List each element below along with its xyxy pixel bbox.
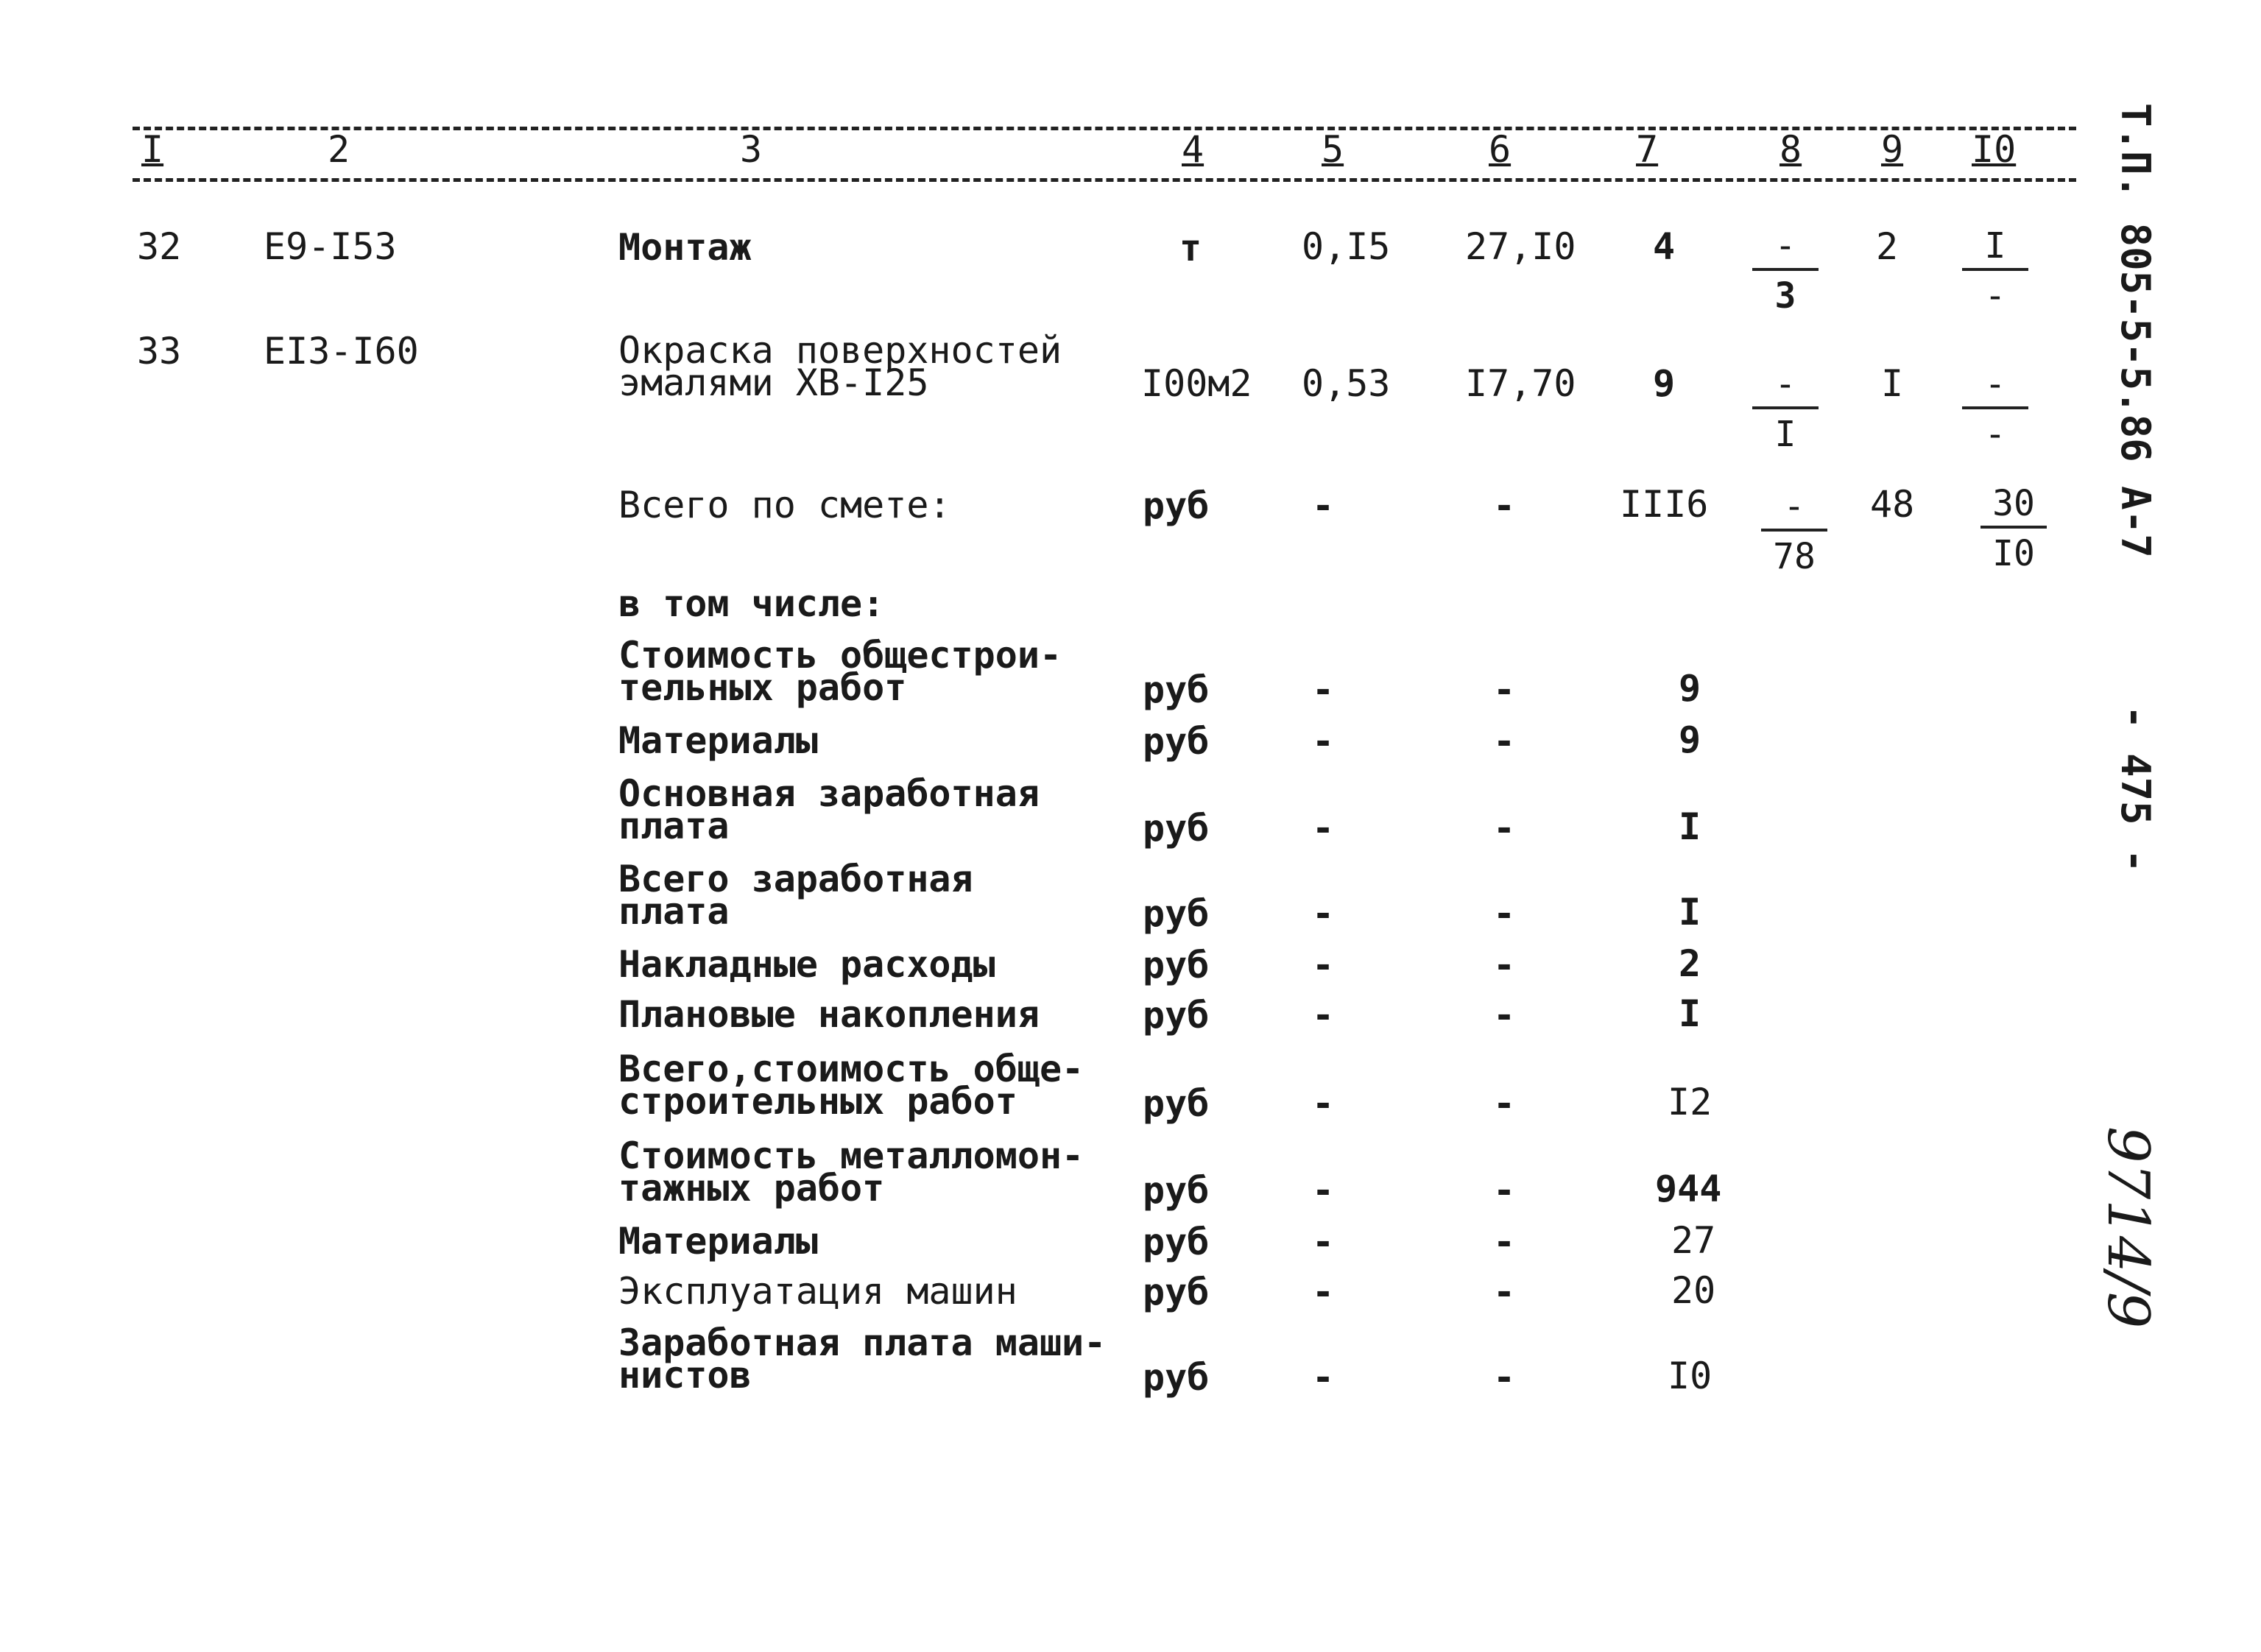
summary-col8-fraction: [1761, 486, 1827, 577]
item-total: 9: [1653, 362, 1676, 405]
breakdown-col5: -: [1312, 1221, 1335, 1263]
item-number: 32: [137, 225, 182, 268]
fraction-denominator: -: [1984, 275, 2006, 317]
breakdown-col5: -: [1312, 1169, 1335, 1212]
breakdown-unit: руб: [1143, 944, 1210, 986]
breakdown-unit: руб: [1143, 1271, 1210, 1313]
breakdown-col6: -: [1493, 1271, 1516, 1313]
breakdown-unit: руб: [1143, 1169, 1210, 1212]
including-label: в том числе:: [618, 582, 885, 625]
fraction-denominator: I: [1774, 414, 1796, 455]
item-name-line2: эмалями ХВ-I25: [618, 361, 929, 404]
item-total: 4: [1653, 225, 1676, 268]
breakdown-col6: -: [1493, 1169, 1516, 1212]
fraction-bar: [1980, 526, 2047, 529]
fraction-numerator: 30: [1992, 483, 2035, 524]
breakdown-label-line1: Материалы: [618, 1220, 818, 1263]
breakdown-col5: -: [1312, 807, 1335, 850]
item-quantity: 0,I5: [1302, 225, 1391, 268]
breakdown-col5: -: [1312, 892, 1335, 935]
breakdown-label-line1: Всего,стоимость обще-: [618, 1048, 1084, 1090]
breakdown-col5: -: [1312, 944, 1335, 986]
summary-col10-fraction: [1980, 483, 2047, 574]
breakdown-col6: -: [1493, 1221, 1516, 1263]
breakdown-col5: -: [1312, 1356, 1335, 1399]
col-header-7: 7: [1636, 128, 1659, 171]
item-col9: I: [1881, 362, 1904, 405]
item-col9: 2: [1876, 225, 1899, 268]
fraction-bar: [1752, 268, 1819, 271]
item-unit-price: I7,70: [1465, 362, 1576, 405]
breakdown-label-line2: плата: [618, 805, 730, 847]
breakdown-unit: руб: [1143, 668, 1210, 711]
breakdown-label-line1: Эксплуатация машин: [618, 1270, 1017, 1313]
fraction-bar: [1761, 529, 1827, 532]
col-header-5: 5: [1322, 128, 1344, 171]
fraction-numerator: I: [1984, 225, 2006, 266]
item-quantity: 0,53: [1302, 362, 1391, 405]
col-header-9: 9: [1881, 128, 1904, 171]
item-col8-fraction: [1752, 364, 1819, 455]
fraction-bar: [1752, 406, 1819, 409]
breakdown-col6: -: [1493, 720, 1516, 763]
breakdown-col6: -: [1493, 892, 1516, 935]
breakdown-value: I: [1679, 805, 1701, 848]
item-number: 33: [137, 330, 182, 373]
fraction-numerator: -: [1984, 364, 2006, 405]
fraction-bar: [1962, 406, 2028, 409]
item-name: Монтаж: [618, 226, 752, 269]
breakdown-col5: -: [1312, 1271, 1335, 1313]
col-header-2: 2: [328, 128, 350, 171]
col-header-8: 8: [1779, 128, 1802, 171]
side-page-number: - 475 -: [2112, 705, 2159, 873]
breakdown-label-line1: Плановые накопления: [618, 993, 1040, 1036]
summary-col6: -: [1493, 484, 1516, 527]
summary-col5: -: [1312, 484, 1335, 527]
breakdown-unit: руб: [1143, 892, 1210, 935]
fraction-denominator: I0: [1992, 533, 2035, 574]
breakdown-label-line1: Всего заработная: [618, 858, 973, 900]
breakdown-value: 2: [1679, 942, 1701, 985]
breakdown-value: I: [1679, 891, 1701, 933]
breakdown-value: I0: [1668, 1355, 1712, 1397]
breakdown-label-line1: Накладные расходы: [618, 943, 995, 986]
summary-label: Всего по смете:: [618, 484, 951, 526]
item-code: EI3-I60: [264, 330, 419, 373]
item-code: E9-I53: [264, 225, 397, 268]
breakdown-unit: руб: [1143, 1356, 1210, 1399]
col-header-4: 4: [1182, 128, 1204, 171]
fraction-numerator: -: [1774, 364, 1796, 405]
breakdown-label-line1: Материалы: [618, 719, 818, 762]
breakdown-unit: руб: [1143, 994, 1210, 1037]
breakdown-label-line2: тажных работ: [618, 1167, 885, 1210]
side-document-code: Т.П. 805-5-5.86 А-7: [2112, 103, 2159, 558]
breakdown-unit: руб: [1143, 1221, 1210, 1263]
breakdown-col6: -: [1493, 1082, 1516, 1125]
breakdown-value: 27: [1671, 1219, 1716, 1262]
breakdown-label-line2: нистов: [618, 1354, 752, 1397]
breakdown-col6: -: [1493, 944, 1516, 986]
breakdown-value: 944: [1655, 1168, 1722, 1210]
breakdown-col6: -: [1493, 668, 1516, 711]
breakdown-col5: -: [1312, 668, 1335, 711]
breakdown-col6: -: [1493, 1356, 1516, 1399]
breakdown-label-line2: тельных работ: [618, 666, 907, 709]
breakdown-unit: руб: [1143, 720, 1210, 763]
item-unit-price: 27,I0: [1465, 225, 1576, 268]
fraction-bar: [1962, 268, 2028, 271]
fraction-denominator: 78: [1773, 536, 1816, 577]
summary-col9: 48: [1870, 483, 1915, 526]
col-header-10: I0: [1972, 128, 2017, 171]
breakdown-label-line2: строительных работ: [618, 1080, 1017, 1123]
breakdown-unit: руб: [1143, 807, 1210, 850]
breakdown-label-line1: Основная заработная: [618, 772, 1040, 815]
breakdown-col5: -: [1312, 720, 1335, 763]
item-col8-fraction: [1752, 225, 1819, 317]
item-name-line1: Окраска поверхностей: [618, 329, 1062, 372]
breakdown-value: 9: [1679, 719, 1701, 761]
item-unit: т: [1179, 227, 1202, 269]
item-col10-fraction: [1962, 225, 2028, 317]
item-col10-fraction: [1962, 364, 2028, 455]
breakdown-col5: -: [1312, 994, 1335, 1037]
breakdown-label-line1: Стоимость общестрои-: [618, 634, 1062, 677]
col-header-3: 3: [740, 128, 763, 171]
handwritten-note: 9714/9: [2095, 1126, 2161, 1329]
breakdown-col6: -: [1493, 994, 1516, 1037]
col-header-6: 6: [1489, 128, 1512, 171]
breakdown-value: I: [1679, 992, 1701, 1035]
item-unit: I00м2: [1141, 362, 1252, 405]
breakdown-value: 9: [1679, 667, 1701, 710]
breakdown-unit: руб: [1143, 1082, 1210, 1125]
summary-total: III6: [1620, 483, 1709, 526]
breakdown-value: I2: [1668, 1081, 1712, 1123]
fraction-numerator: -: [1783, 486, 1805, 527]
breakdown-label-line2: плата: [618, 890, 730, 933]
breakdown-col5: -: [1312, 1082, 1335, 1125]
fraction-numerator: -: [1774, 225, 1796, 266]
fraction-denominator: 3: [1774, 275, 1796, 317]
fraction-denominator: -: [1984, 414, 2006, 455]
summary-unit: руб: [1143, 484, 1210, 527]
breakdown-value: 20: [1671, 1269, 1716, 1312]
breakdown-label-line1: Стоимость металломон-: [618, 1134, 1084, 1177]
breakdown-col6: -: [1493, 807, 1516, 850]
col-header-1: I: [141, 128, 164, 171]
breakdown-label-line1: Заработная плата маши-: [618, 1321, 1107, 1364]
header-bottom-rule: [133, 178, 2076, 182]
